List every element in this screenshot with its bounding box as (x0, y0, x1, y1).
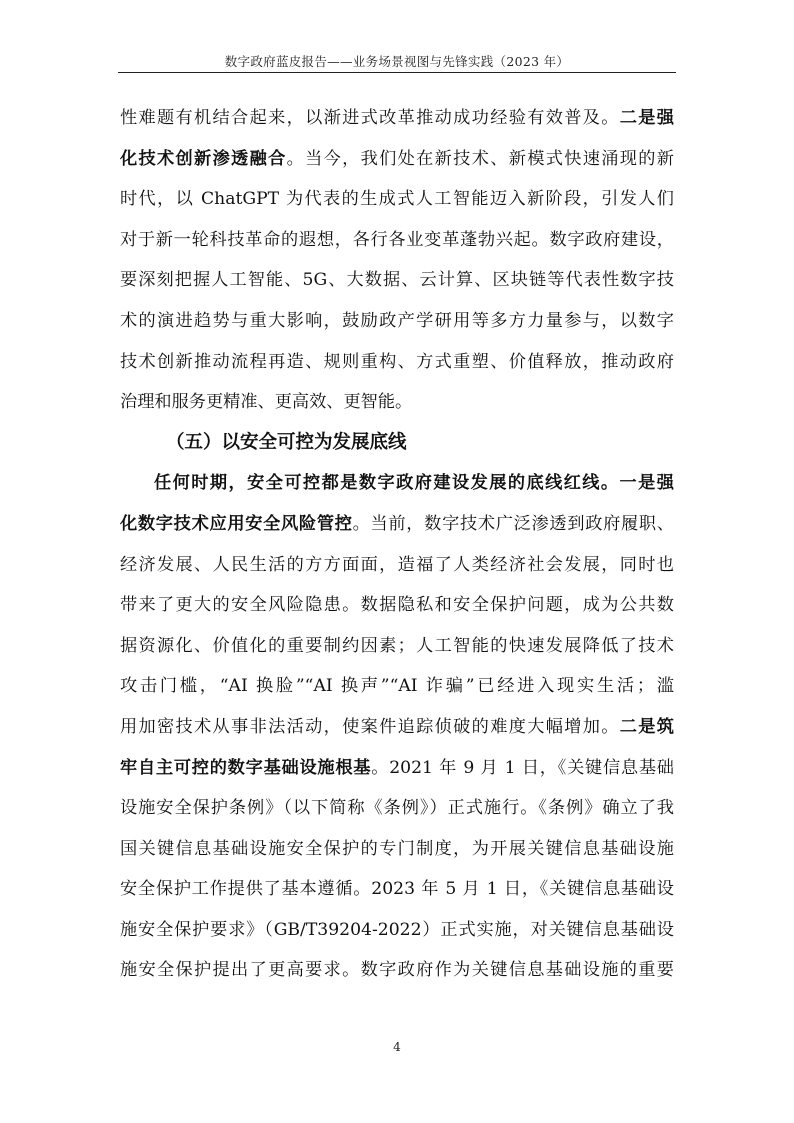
bold-lead: 牢自主可控的数字基础设施根基 (120, 757, 372, 778)
body-line: 时代，以 ChatGPT 为代表的生成式人工智能迈入新阶段，引发人们 (120, 189, 674, 210)
body-line (120, 748, 674, 789)
body-line: 设施安全保护条例》（以下简称《条例》）正式施行。《条例》确立了我 (120, 798, 674, 819)
body-line: 治理和服务更精准、更高效、更智能。 (120, 392, 413, 413)
bold-lead: 二是筑 (619, 716, 674, 737)
body-line (120, 504, 674, 545)
body-line: 安全保护工作提供了基本遵循。2023 年 5 月 1 日，《关键信息基础设 (120, 879, 674, 900)
body-line (120, 463, 674, 504)
text-run: 用加密技术从事非法活动，使案件追踪侦破的难度大幅增加。 (120, 716, 620, 737)
running-header: 数字政府蓝皮报告——业务场景视图与先锋实践（2023 年） (224, 54, 570, 69)
bold-lead: 二是强 (619, 108, 674, 128)
text-run: 。当前，数字技术广泛渗透到政府履职、 (352, 513, 674, 534)
body-line: 据资源化、价值化的重要制约因素；人工智能的快速发展降低了技术 (120, 635, 674, 656)
text-run: 性难题有机结合起来，以渐进式改革推动成功经验有效普及。 (120, 108, 620, 128)
body-line: 技术创新推动流程再造、规则重构、方式重塑、价值释放，推动政府 (120, 351, 674, 372)
text-run: 。2021 年 9 月 1 日，《关键信息基础 (371, 757, 674, 778)
body-line: 施安全保护提出了更高要求。数字政府作为关键信息基础设施的重要 (120, 960, 674, 981)
page-number: 4 (393, 1040, 401, 1054)
body-line: 国关键信息基础设施安全保护的专门制度，为开展关键信息基础设施 (120, 838, 674, 859)
bold-lead: 化技术创新渗透融合 (120, 148, 287, 169)
body-line: 术的演进趋势与重大影响，鼓励政产学研用等多方力量参与，以数字 (120, 310, 674, 331)
section-heading: （五）以安全可控为发展底线 (166, 431, 407, 453)
bold-lead: 化数字技术应用安全风险管控 (120, 513, 353, 534)
body-line (120, 98, 674, 139)
bold-lead: 任何时期，安全可控都是数字政府建设发展的底线红线。一是强 (154, 473, 674, 494)
body-line: 施安全保护要求》（GB/T39204-2022）正式实施，对关键信息基础设 (120, 919, 674, 940)
body-line: 经济发展、人民生活的方方面面，造福了人类经济社会发展，同时也 (120, 554, 674, 575)
body-line: 攻击门槛，“AI 换脸”“AI 换声”“AI 诈骗”已经进入现实生活；滥 (120, 676, 674, 697)
body-line: 对于新一轮科技革命的遐想，各行各业变革蓬勃兴起。数字政府建设， (120, 229, 674, 250)
body-line (120, 707, 674, 748)
body-line: 带来了更大的安全风险隐患。数据隐私和安全保护问题，成为公共数 (120, 595, 674, 616)
header-rule (118, 72, 676, 73)
page-body (120, 98, 674, 991)
text-run: 。当今，我们处在新技术、新模式快速涌现的新 (286, 148, 674, 169)
body-line (120, 139, 674, 180)
body-line: 要深刻把握人工智能、5G、大数据、云计算、区块链等代表性数字技 (120, 270, 674, 291)
